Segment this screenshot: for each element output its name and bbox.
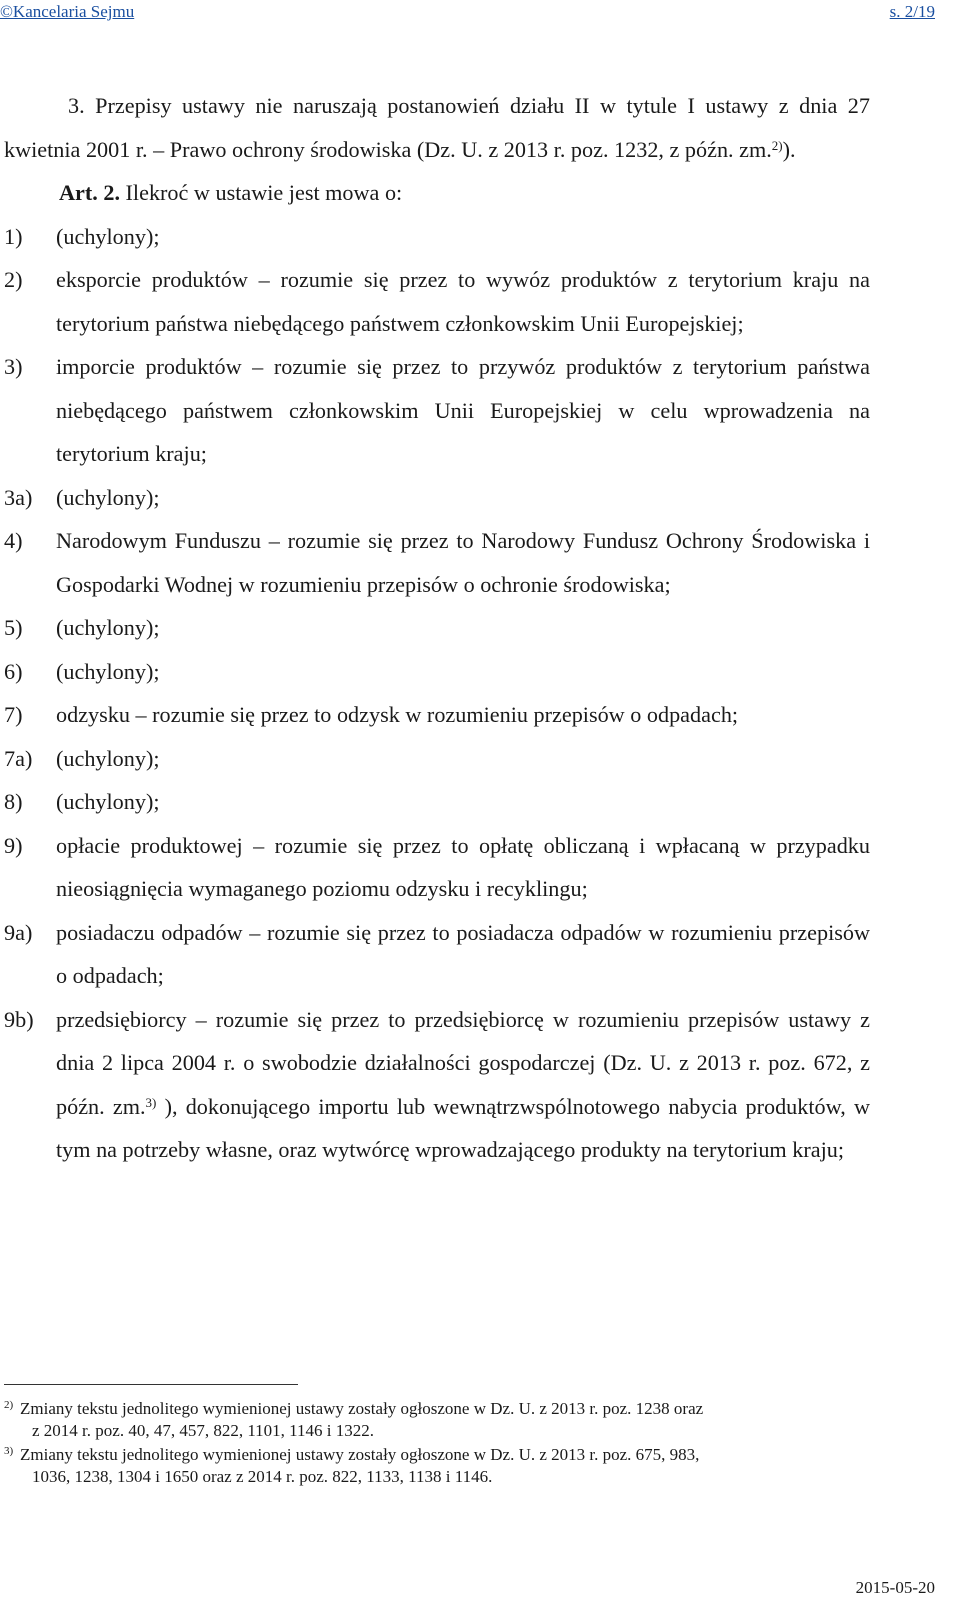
footnotes	[4, 1398, 850, 1490]
list-item	[4, 519, 870, 606]
footnote-ref-2[interactable]: 2)	[771, 137, 783, 153]
item-number: 3a)	[4, 484, 33, 510]
item-text: posiadaczu odpadów – rozumie się przez to posiadacza odpadów w rozumieniu przepisów o odpadach;	[56, 919, 870, 988]
definitions-list	[4, 215, 870, 998]
page-number[interactable]: s. 2/19	[889, 2, 935, 21]
item-text: eksporcie produktów – rozumie się przez to wywóz produktów z terytorium kraju na terytorium państwa niebędącego państwem członkowskim Unii Europejskiej;	[56, 267, 870, 336]
item-number: 9a)	[4, 919, 33, 945]
article-label: Art. 2.	[59, 180, 120, 205]
item-number: 7)	[4, 702, 23, 727]
footnote-line-1: Zmiany tekstu jednolitego wymienionej ustawy zostały ogłoszone w Dz. U. z 2013 r. poz. 675, 983,	[20, 1445, 700, 1464]
item-number: 9b)	[4, 1006, 34, 1032]
footnote-divider	[4, 1384, 298, 1385]
item-text: (uchylony);	[56, 658, 160, 684]
item-text: (uchylony);	[56, 745, 160, 771]
list-item	[4, 650, 870, 694]
item-number: 1)	[4, 223, 23, 249]
footnote-3	[4, 1444, 850, 1487]
item-text	[56, 998, 870, 1172]
item-text: (uchylony);	[56, 223, 160, 249]
list-item	[4, 606, 870, 650]
document-date: 2015-05-20	[855, 1578, 935, 1597]
item-text: (uchylony);	[56, 615, 160, 640]
list-item	[4, 476, 870, 520]
footnote-line-2: z 2014 r. poz. 40, 47, 457, 822, 1101, 1146 i 1322.	[32, 1420, 375, 1440]
item-number: 5)	[4, 615, 23, 640]
item-text: odzysku – rozumie się przez to odzysk w rozumieniu przepisów o odpadach;	[56, 702, 739, 727]
item-text: (uchylony);	[56, 484, 160, 510]
list-item	[4, 693, 870, 737]
list-item	[4, 998, 870, 1172]
list-item	[4, 780, 870, 824]
intro-text: 3. Przepisy ustawy nie naruszają postanowień działu II w tytule I ustawy z dnia 27 kwietnia 2001 r. – Prawo ochrony środowiska (Dz. U. z 2013 r. poz. 1232, z późn. zm.	[4, 93, 870, 162]
footnote-text	[20, 1444, 850, 1487]
item-text: imporcie produktów – rozumie się przez to przywóz produktów z terytorium państwa niebędącego państwem członkowskim Unii Europejskiej w celu wprowadzenia na terytorium kraju;	[56, 354, 870, 466]
list-item	[4, 345, 870, 476]
item-number: 8)	[4, 789, 23, 814]
item-text: opłacie produktowej – rozumie się przez to opłatę obliczaną i wpłacaną w przypadku nieosiągnięcia wymaganego poziomu odzysku i recyklingu;	[56, 832, 870, 901]
item-text-end: ), dokonującego importu lub wewnątrzwspólnotowego nabycia produktów, w tym na potrzeby własne, oraz wytwórcę wprowadzającego produkty na terytorium kraju;	[56, 1093, 870, 1162]
item-number: 4)	[4, 528, 23, 553]
source-link[interactable]: ©Kancelaria Sejmu	[0, 2, 135, 21]
footnote-2	[4, 1398, 850, 1441]
item-text-main: przedsiębiorcy – rozumie się przez to przedsiębiorcę w rozumieniu przepisów ustawy z dnia 2 lipca 2004 r. o swobodzie działalności gospodarczej (Dz. U. z 2013 r. poz. 672, z późn. zm.	[56, 1006, 870, 1119]
intro-text-end: ).	[782, 136, 796, 162]
item-text: (uchylony);	[56, 789, 160, 814]
item-number: 2)	[4, 267, 23, 292]
item-number: 7a)	[4, 745, 33, 771]
item-text: Narodowym Funduszu – rozumie się przez to Narodowy Fundusz Ochrony Środowiska i Gospodarki Wodnej w rozumieniu przepisów o ochronie środowiska;	[56, 528, 870, 597]
item-number: 3)	[4, 354, 23, 379]
list-item	[4, 258, 870, 345]
page-header	[0, 2, 935, 26]
footnote-line-1: Zmiany tekstu jednolitego wymienionej ustawy zostały ogłoszone w Dz. U. z 2013 r. poz. 1238 oraz	[20, 1399, 704, 1418]
item-number: 9)	[4, 832, 23, 858]
article-heading	[4, 171, 870, 215]
item-number: 6)	[4, 658, 23, 684]
article-lead: Ilekroć w ustawie jest mowa o:	[120, 180, 403, 205]
list-item	[4, 215, 870, 259]
footnote-number: 3)	[4, 1445, 14, 1457]
footnote-number: 2)	[4, 1399, 14, 1411]
intro-paragraph	[4, 84, 870, 171]
list-item	[4, 911, 870, 998]
list-item	[4, 737, 870, 781]
footnote-text	[20, 1398, 850, 1441]
footnote-ref-3[interactable]: 3)	[145, 1094, 157, 1110]
footnote-line-2: 1036, 1238, 1304 i 1650 oraz z 2014 r. poz. 822, 1133, 1138 i 1146.	[32, 1466, 493, 1486]
list-item	[4, 824, 870, 911]
document-body	[4, 84, 870, 1172]
